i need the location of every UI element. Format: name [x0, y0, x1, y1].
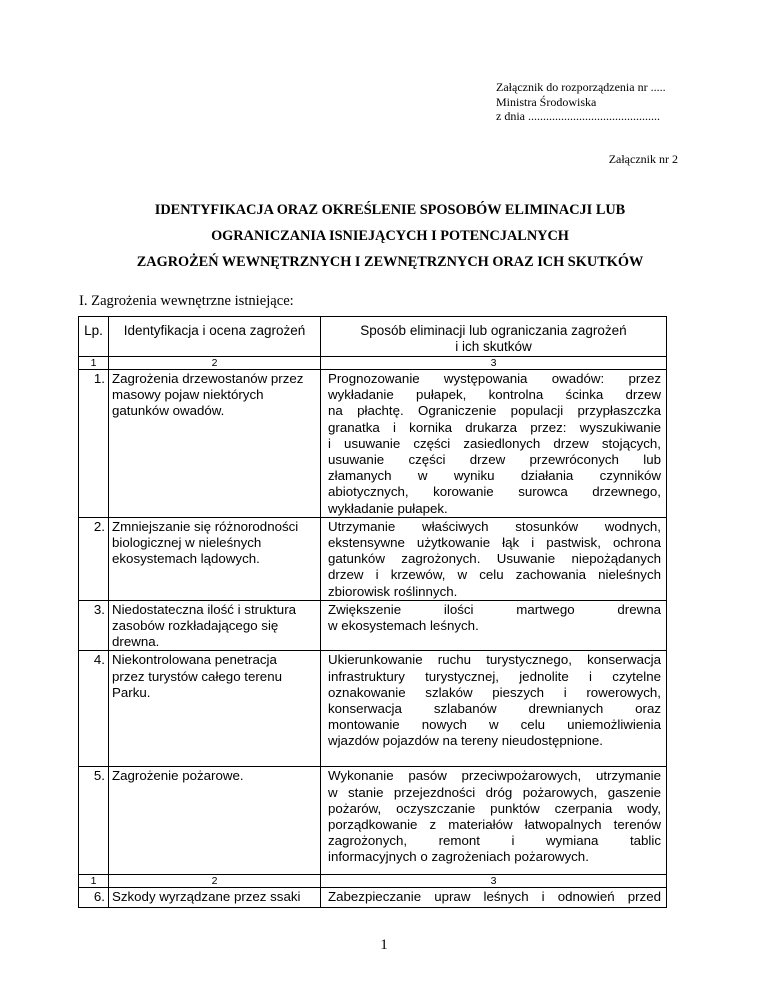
header-lp: Lp. — [79, 317, 109, 357]
solution-cell — [321, 888, 667, 908]
threat-line: gatunków owadów. — [112, 403, 225, 419]
solution-line: i usuwanie części zasiedlonych drzew stojących, — [328, 435, 661, 451]
threat-line: Zmniejszanie się różnorodności — [112, 518, 299, 534]
header-line-ministry: Ministra Środowiska — [496, 94, 597, 109]
threat-cell — [109, 651, 321, 767]
solution-line: w stanie przejezdności dróg pożarowych, gaszenie — [328, 784, 661, 800]
title-line-2: OGRANICZANIA ISNIEJĄCYCH I POTENCJALNYCH — [211, 228, 569, 244]
column-number-row — [79, 357, 667, 370]
solution-line: Utrzymanie właściwych stosunków wodnych, — [328, 518, 661, 534]
solution-line: gatunków zagrożonych. Usuwanie niepożądanych — [328, 551, 661, 567]
threat-line: przez turystów całego terenu — [112, 668, 282, 684]
solution-line: wykładanie pułapek, kontrolna ścinka drzew — [328, 387, 661, 403]
solution-line: Zwiększenie ilości martwego drewna — [328, 601, 661, 617]
column-number: 3 — [321, 357, 667, 370]
row-number: 6. — [79, 888, 109, 908]
table-row — [79, 651, 667, 767]
column-number: 1 — [79, 875, 109, 888]
threat-cell — [109, 370, 321, 518]
threat-line: drewna. — [112, 634, 160, 650]
threat-line: biologicznej w nieleśnych — [112, 535, 262, 551]
solution-cell — [321, 651, 667, 767]
solution-cell — [321, 517, 667, 600]
solution-line: Prognozowanie występowania owadów: przez — [328, 371, 661, 386]
threat-cell — [109, 767, 321, 875]
threat-cell — [109, 600, 321, 651]
title-line-3: ZAGROŻEŃ WEWNĘTRZNYCH I ZEWNĘTRZNYCH ORAZ ICH SKUTKÓW — [136, 254, 644, 270]
solution-line: usuwanie części drzew przewróconych lub — [328, 452, 661, 468]
solution-line: na płachtę. Ograniczenie populacji przypłaszczka — [328, 403, 661, 419]
document-title — [80, 197, 700, 275]
solution-line: zagrożonych, remont i wymiana tablic — [328, 833, 661, 849]
solution-line: granatka i kornika drukarza przez: wyszukiwanie — [328, 419, 661, 435]
threat-line: Niekontrolowana penetracja — [112, 652, 277, 668]
column-number: 3 — [321, 875, 667, 888]
solution-line: Ukierunkowanie ruchu turystycznego, konserwacja — [328, 652, 661, 668]
header-solution-line-1: Sposób eliminacji lub ograniczania zagrożeń — [360, 323, 627, 338]
threat-cell — [109, 517, 321, 600]
table-row — [79, 888, 667, 908]
table-row — [79, 600, 667, 651]
threat-line: Parku. — [112, 684, 151, 700]
annex-label: Załącznik nr 2 — [608, 152, 678, 166]
solution-line: wjazdów pojazdów na tereny nieudostępnione. — [328, 733, 603, 749]
solution-line: konserwacja szlabanów drewnianych oraz — [328, 701, 661, 717]
solution-line: porządkowanie z materiałów łatwopalnych terenów — [328, 817, 661, 833]
threat-line: Zagrożenia drzewostanów przez — [112, 371, 304, 386]
threat-line: Szkody wyrządzane przez ssaki — [112, 889, 301, 905]
threats-table — [78, 316, 667, 908]
solution-line: ekstensywne użytkowanie łąk i pastwisk, ochrona — [328, 535, 661, 551]
page-number: 1 — [380, 937, 388, 953]
solution-cell — [321, 767, 667, 875]
solution-line: abiotycznych, korowanie surowca drzewnego, — [328, 484, 661, 500]
column-number: 1 — [79, 357, 109, 370]
solution-line: drzew i krzewów, w celu zachowania nieleśnych — [328, 567, 661, 583]
threat-line: Niedostateczna ilość i struktura — [112, 601, 297, 617]
solution-cell — [321, 370, 667, 518]
column-number: 2 — [109, 357, 321, 370]
solution-line: oznakowanie szlaków pieszych i rowerowych, — [328, 684, 661, 700]
table-row — [79, 517, 667, 600]
solution-cell — [321, 600, 667, 651]
table-header-row — [79, 317, 667, 357]
solution-line: wykładanie pułapek. — [328, 500, 448, 516]
solution-line: montowanie nowych w celu uniemożliwienia — [328, 717, 661, 733]
row-number: 5. — [79, 767, 109, 875]
solution-line: zbiorowisk roślinnych. — [328, 583, 458, 599]
solution-line: informacyjnych o zagrożeniach pożarowych. — [328, 849, 589, 865]
table-row — [79, 370, 667, 518]
row-number: 2. — [79, 517, 109, 600]
column-number-row — [79, 875, 667, 888]
header-line-regulation: Załącznik do rozporządzenia nr ..... — [496, 80, 666, 94]
row-number: 4. — [79, 651, 109, 767]
threat-line: Zagrożenie pożarowe. — [112, 768, 244, 784]
solution-line: złamanych w wyniku działania czynników — [328, 468, 661, 484]
row-number: 1. — [79, 370, 109, 518]
header-solution-line-2: i ich skutków — [455, 339, 532, 355]
solution-line: pożarów, oczyszczanie punktów czerpania wody, — [328, 800, 661, 816]
threat-cell — [109, 888, 321, 908]
threat-line: zasobów rozkładającego się — [112, 618, 279, 634]
solution-line: infrastruktury turystycznej, jednolite i czytelne — [328, 668, 661, 684]
row-number: 3. — [79, 600, 109, 651]
regulation-header — [496, 80, 666, 124]
column-number: 2 — [109, 875, 321, 888]
threat-line: masowy pojaw niektórych — [112, 387, 264, 403]
title-line-1: IDENTYFIKACJA ORAZ OKREŚLENIE SPOSOBÓW ELIMINACJI LUB — [154, 202, 626, 218]
solution-line: Zabezpieczanie upraw leśnych i odnowień przed — [328, 889, 661, 905]
solution-line: w ekosystemach leśnych. — [328, 618, 479, 634]
header-identification: Identyfikacja i ocena zagrożeń — [109, 317, 321, 357]
header-line-date: z dnia ............................................ — [496, 109, 660, 123]
section-title: I. Zagrożenia wewnętrzne istniejące: — [79, 293, 294, 309]
solution-line: Wykonanie pasów przeciwpożarowych, utrzymanie — [328, 768, 661, 784]
threat-line: ekosystemach lądowych. — [112, 551, 260, 567]
table-row — [79, 767, 667, 875]
header-solution — [321, 317, 667, 357]
